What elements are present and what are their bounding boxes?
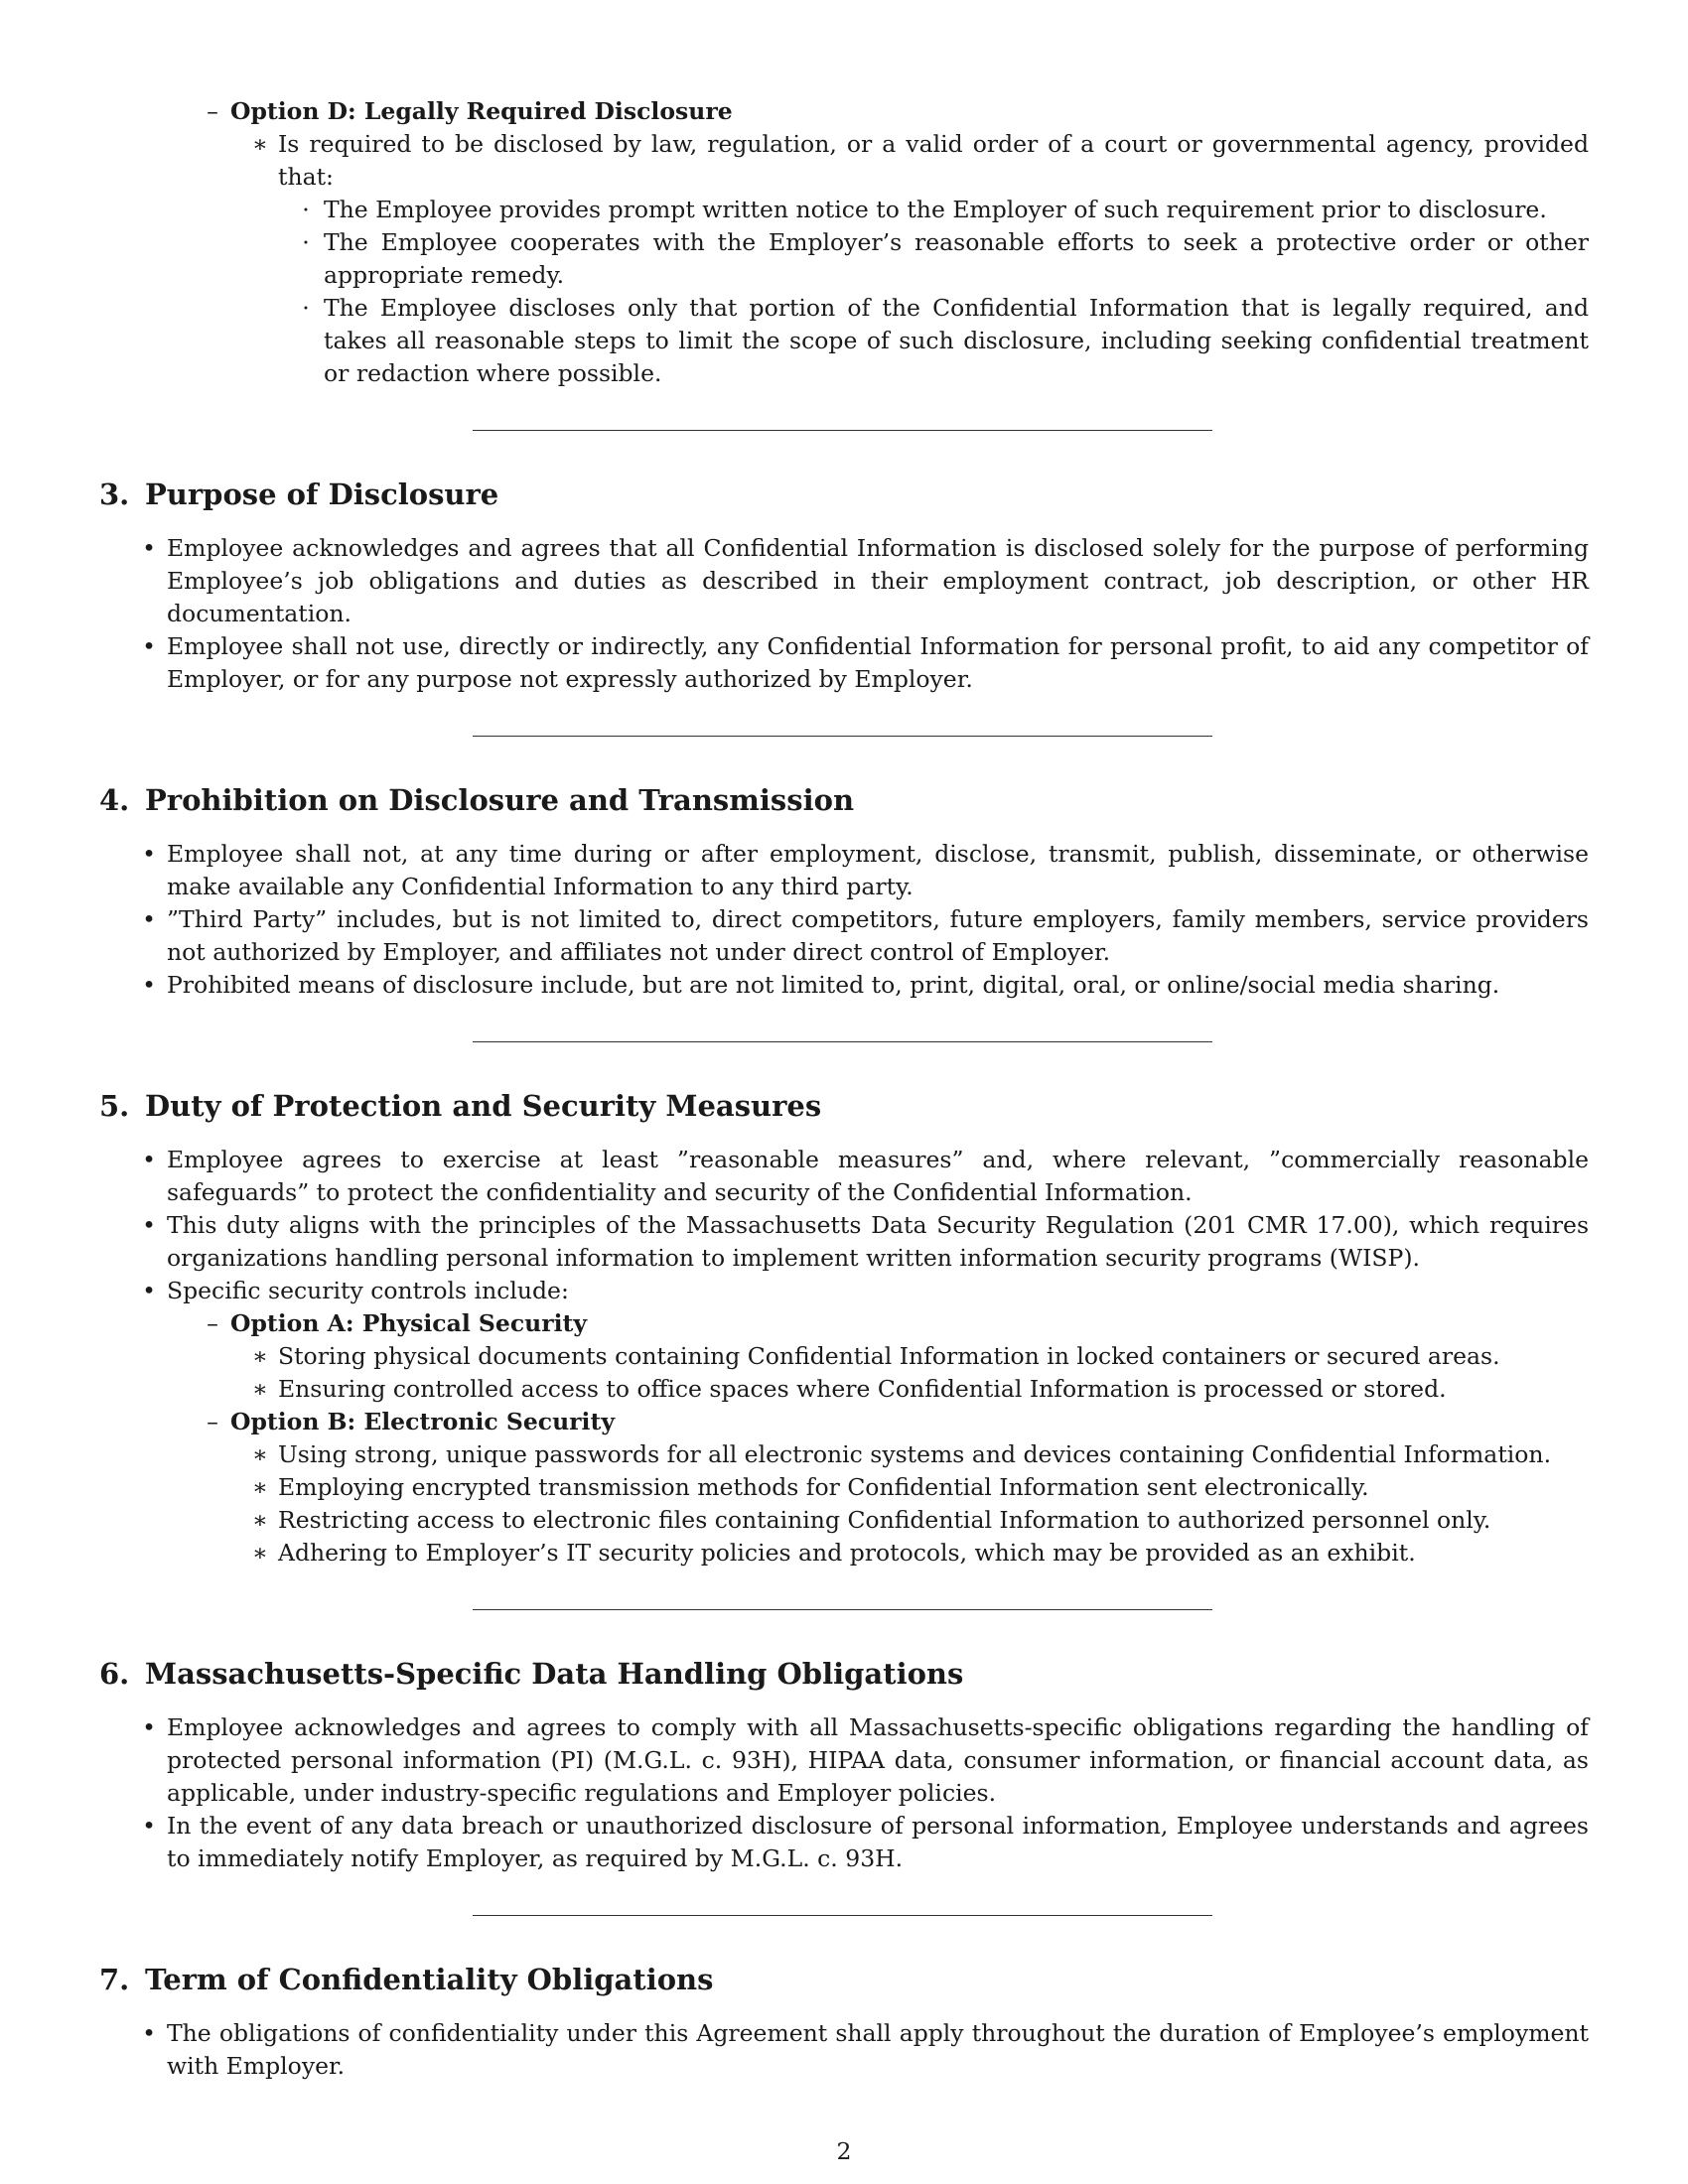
list-item — [99, 1144, 1589, 1209]
section-number: 3. — [99, 478, 130, 511]
list-item-text: This duty aligns with the principles of the Massachusetts Data Security Regulation (201 CMR 17.00), which requires organizations handling personal information to implement written information security programs (WISP). — [167, 1211, 1589, 1272]
section-title-text: Duty of Protection and Security Measures — [145, 1089, 822, 1123]
dash-marker: – — [207, 97, 218, 125]
section-7-list — [99, 2017, 1589, 2083]
list-item — [99, 969, 1589, 1002]
star-marker: ∗ — [252, 1342, 268, 1370]
option-a — [99, 1307, 1589, 1340]
bullet-marker: • — [142, 971, 156, 999]
bullet-marker: • — [142, 905, 156, 933]
bullet-marker: • — [142, 534, 156, 562]
dot-marker: · — [302, 196, 310, 223]
list-item-text: Employee shall not use, directly or indirectly, any Confidential Information for personal profit, to aid any competitor of Employer, or for any purpose not expressly authorized by Employer. — [167, 632, 1589, 693]
section-title-text: Prohibition on Disclosure and Transmission — [145, 783, 855, 817]
bullet-marker: • — [142, 632, 156, 660]
bullet-marker: • — [142, 1277, 156, 1304]
section-title-text: Term of Confidentiality Obligations — [145, 1963, 714, 1996]
option-b-item — [99, 1537, 1589, 1570]
bullet-marker: • — [142, 840, 156, 868]
option-item-text: Storing physical documents containing Confidential Information in locked containers or secured areas. — [278, 1342, 1500, 1370]
option-d-item-text: Is required to be disclosed by law, regulation, or a valid order of a court or governmental agency, provided that: — [278, 130, 1589, 191]
dot-marker: · — [302, 228, 310, 256]
page-number: 2 — [836, 2137, 852, 2165]
section-3-list — [99, 532, 1589, 696]
list-item-text: Prohibited means of disclosure include, but are not limited to, print, digital, oral, or online/social media sharing. — [167, 971, 1500, 999]
section-number: 4. — [99, 783, 130, 817]
option-d-subitem — [99, 226, 1589, 292]
option-d-label: Option D: Legally Required Disclosure — [230, 97, 733, 125]
option-b — [99, 1406, 1589, 1438]
section-4-list — [99, 838, 1589, 1002]
section-6-title — [99, 1654, 1589, 1694]
section-4-title — [99, 780, 1589, 820]
list-item — [99, 1810, 1589, 1875]
option-a-label: Option A: Physical Security — [230, 1309, 588, 1337]
bullet-marker: • — [142, 2019, 156, 2047]
document-page — [99, 95, 1589, 2083]
section-title-text: Massachusetts-Specific Data Handling Obligations — [145, 1657, 964, 1691]
star-marker: ∗ — [252, 1440, 268, 1468]
star-marker: ∗ — [252, 1473, 268, 1501]
section-number: 5. — [99, 1089, 130, 1123]
section-divider — [473, 1915, 1212, 1916]
star-marker: ∗ — [252, 1506, 268, 1534]
bullet-marker: • — [142, 1146, 156, 1173]
list-item — [99, 903, 1589, 969]
star-marker: ∗ — [252, 130, 268, 158]
list-item — [99, 1711, 1589, 1810]
option-d-item — [99, 128, 1589, 194]
option-d-subitem-text: The Employee discloses only that portion of the Confidential Information that is legally required, and takes all reasonable steps to limit the scope of such disclosure, including seeking confidential treatment or redaction where possible. — [324, 294, 1589, 387]
list-item-text: Employee shall not, at any time during or after employment, disclose, transmit, publish, disseminate, or otherwise make available any Confidential Information to any third party. — [167, 840, 1589, 900]
option-item-text: Adhering to Employer’s IT security policies and protocols, which may be provided as an exhibit. — [278, 1539, 1416, 1567]
star-marker: ∗ — [252, 1539, 268, 1567]
section-title-text: Purpose of Disclosure — [145, 478, 499, 511]
section-number: 6. — [99, 1657, 130, 1691]
section-7-title — [99, 1960, 1589, 1999]
section-3-title — [99, 475, 1589, 514]
dash-marker: – — [207, 1408, 218, 1435]
section-5-title — [99, 1086, 1589, 1126]
list-item — [99, 1275, 1589, 1307]
bullet-marker: • — [142, 1713, 156, 1741]
list-item-text: The obligations of confidentiality under this Agreement shall apply throughout the duration of Employee’s employment with Employer. — [167, 2019, 1589, 2080]
option-b-item — [99, 1438, 1589, 1471]
section-5-list — [99, 1144, 1589, 1570]
option-a-item — [99, 1340, 1589, 1373]
option-item-text: Employing encrypted transmission methods for Confidential Information sent electronically. — [278, 1473, 1369, 1501]
list-item-text: Employee acknowledges and agrees to comply with all Massachusetts-specific obligations regarding the handling of protected personal information (PI) (M.G.L. c. 93H), HIPAA data, consumer information, or financial account data, as applicable, under industry-specific regulations and Employer policies. — [167, 1713, 1589, 1807]
list-item — [99, 838, 1589, 903]
option-d-subitem — [99, 194, 1589, 226]
list-item-text: Employee agrees to exercise at least ”reasonable measures” and, where relevant, ”commercially reasonable safeguards” to protect the confidentiality and security of the Confidential Information. — [167, 1146, 1589, 1206]
option-d — [99, 95, 1589, 128]
bullet-marker: • — [142, 1812, 156, 1840]
option-item-text: Restricting access to electronic files containing Confidential Information to authorized personnel only. — [278, 1506, 1491, 1534]
list-item — [99, 532, 1589, 630]
option-d-subitem-text: The Employee cooperates with the Employer’s reasonable efforts to seek a protective order or other appropriate remedy. — [324, 228, 1589, 289]
list-item — [99, 630, 1589, 696]
option-item-text: Using strong, unique passwords for all electronic systems and devices containing Confidential Information. — [278, 1440, 1552, 1468]
star-marker: ∗ — [252, 1375, 268, 1403]
option-b-item — [99, 1471, 1589, 1504]
option-d-subitem — [99, 292, 1589, 390]
option-item-text: Ensuring controlled access to office spaces where Confidential Information is processed or stored. — [278, 1375, 1447, 1403]
option-d-list — [99, 95, 1589, 390]
section-number: 7. — [99, 1963, 130, 1996]
dot-marker: · — [302, 294, 310, 322]
option-d-subitem-text: The Employee provides prompt written notice to the Employer of such requirement prior to disclosure. — [324, 196, 1547, 223]
option-a-item — [99, 1373, 1589, 1406]
list-item-text: ”Third Party” includes, but is not limited to, direct competitors, future employers, family members, service providers not authorized by Employer, and affiliates not under direct control of Employer. — [167, 905, 1589, 966]
list-item-text: Employee acknowledges and agrees that all Confidential Information is disclosed solely for the purpose of performing Employee’s job obligations and duties as described in their employment contract, job description, or other HR documentation. — [167, 534, 1589, 627]
list-item-text: In the event of any data breach or unauthorized disclosure of personal information, Employee understands and agrees to immediately notify Employer, as required by M.G.L. c. 93H. — [167, 1812, 1589, 1872]
section-divider — [473, 430, 1212, 431]
section-divider — [473, 736, 1212, 737]
list-item — [99, 2017, 1589, 2083]
section-divider — [473, 1609, 1212, 1610]
section-6-list — [99, 1711, 1589, 1875]
option-b-item — [99, 1504, 1589, 1537]
list-item-text: Specific security controls include: — [167, 1277, 569, 1304]
bullet-marker: • — [142, 1211, 156, 1239]
option-b-label: Option B: Electronic Security — [230, 1408, 615, 1435]
section-divider — [473, 1041, 1212, 1042]
list-item — [99, 1209, 1589, 1275]
dash-marker: – — [207, 1309, 218, 1337]
